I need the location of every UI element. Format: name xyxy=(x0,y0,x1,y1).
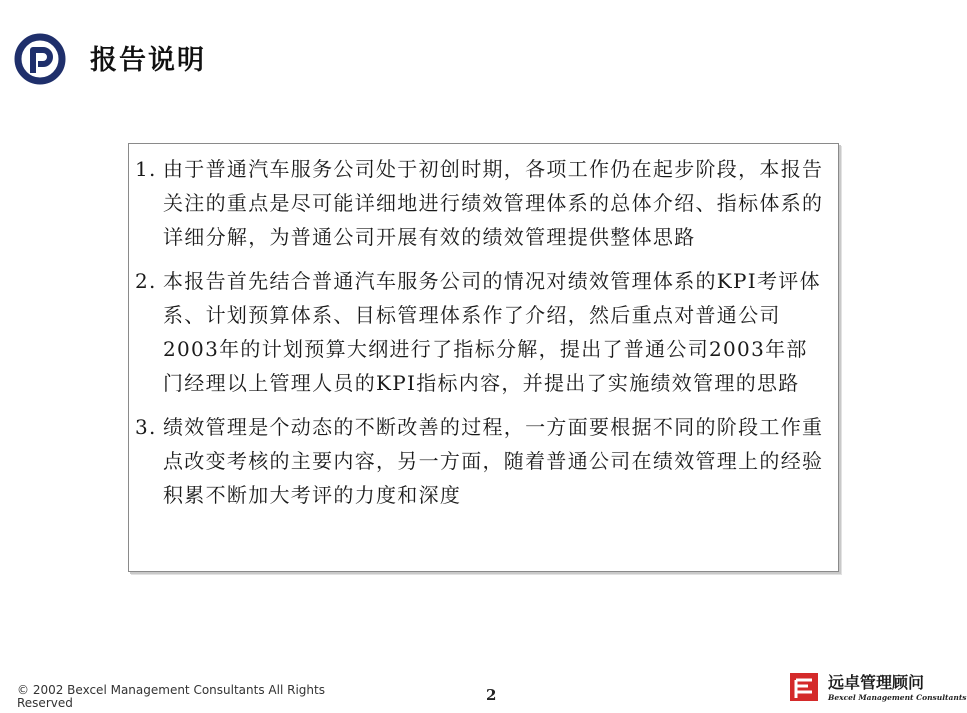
page-number: 2 xyxy=(486,686,497,704)
list-item xyxy=(135,264,828,400)
item-number: 3. xyxy=(135,415,157,439)
brand-subtitle: Bexcel Management Consultants xyxy=(828,693,967,702)
item-number: 1. xyxy=(135,157,157,181)
brand-name: 远卓管理顾问 xyxy=(828,673,925,692)
report-notes-box xyxy=(128,143,839,572)
item-number: 2. xyxy=(135,269,157,293)
item-text: 绩效管理是个动态的不断改善的过程，一方面要根据不同的阶段工作重点改变考核的主要内容，另一方面，随着普通公司在绩效管理上的经验积累不断加大考评的力度和深度 xyxy=(163,415,824,507)
footer-copyright: © 2002 Bexcel Management Consultants All Rights Reserved xyxy=(17,683,325,710)
list-item xyxy=(135,410,828,512)
list-item xyxy=(135,152,828,254)
item-text: 本报告首先结合普通汽车服务公司的情况对绩效管理体系的KPI考评体系、计划预算体系、目标管理体系作了介绍，然后重点对普通公司2003年的计划预算大纲进行了指标分解，提出了普通公司2003年部门经理以上管理人员的KPI指标内容，并提出了实施绩效管理的思路 xyxy=(163,269,821,395)
company-logo-icon xyxy=(14,33,66,85)
brand-mark-icon xyxy=(788,670,822,704)
item-text: 由于普通汽车服务公司处于初创时期，各项工作仍在起步阶段，本报告关注的重点是尽可能详细地进行绩效管理体系的总体介绍、指标体系的详细分解，为普通公司开展有效的绩效管理提供整体思路 xyxy=(163,157,824,249)
page-title: 报告说明 xyxy=(90,45,206,76)
brand-logo xyxy=(788,668,967,708)
